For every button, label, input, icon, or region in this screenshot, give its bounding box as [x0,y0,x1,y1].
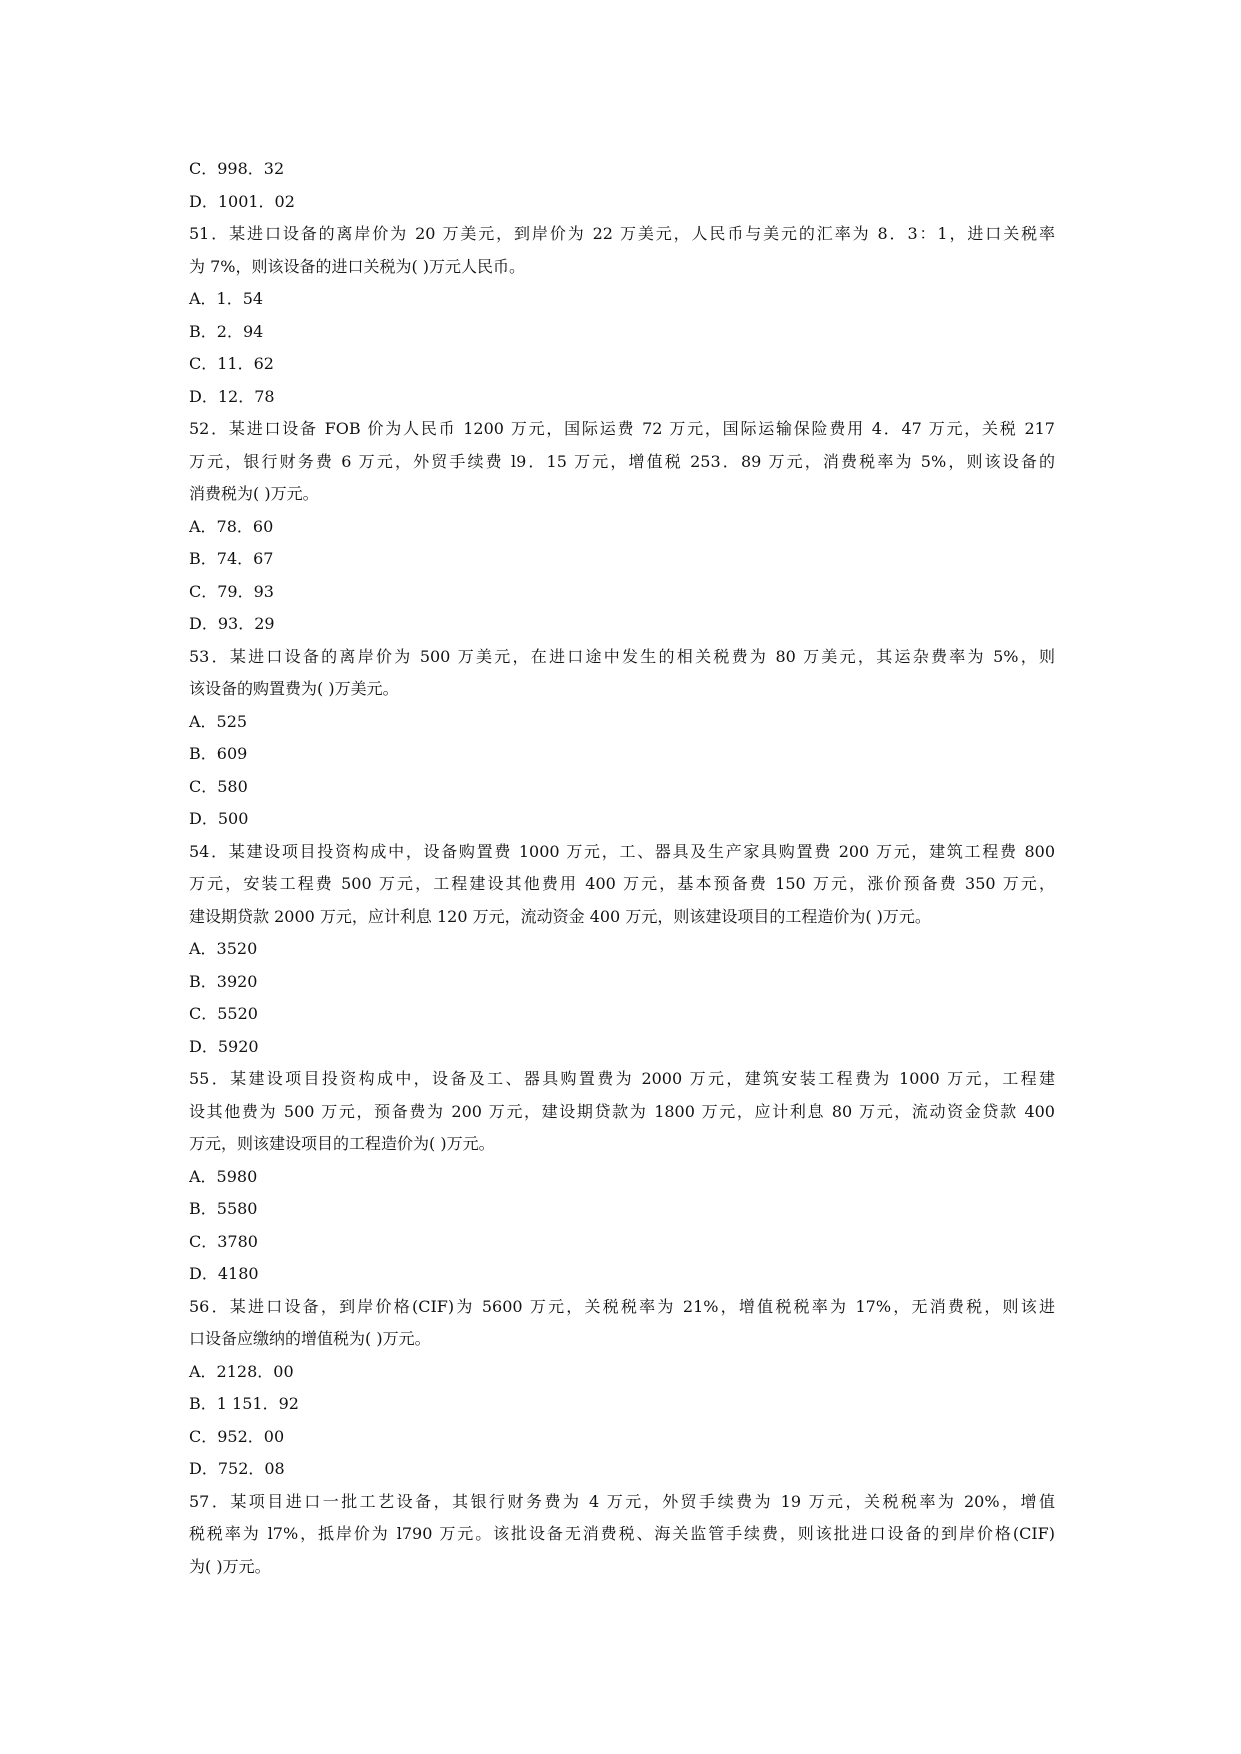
question-54 [189,836,1055,1064]
question-text: 53．某进口设备的离岸价为 500 万美元，在进口途中发生的相关税费为 80 万美元，其运杂费率为 5%，则 [189,646,1055,666]
option-b: B．1 151．92 [189,1394,299,1413]
option-c: C．998．32 [189,159,285,178]
option-c: C．79．93 [189,581,274,601]
option-a: A．3520 [189,939,258,958]
option-c: C．580 [189,776,248,796]
question-52 [189,413,1055,641]
question-57 [189,1486,1055,1584]
option-d: D．500 [189,809,249,828]
option-b: B．609 [189,744,248,763]
question-53 [189,641,1055,836]
question-51 [189,218,1055,413]
question-text: 口设备应缴纳的增值税为( )万元。 [189,1329,431,1348]
option-d: D．12．78 [189,386,275,406]
question-text: 56．某进口设备，到岸价格(CIF)为 5600 万元，关税税率为 21%，增值税税率为 17%，无消费税，则该进 [189,1296,1055,1316]
question-text: 万元，安装工程费 500 万元，工程建设其他费用 400 万元，基本预备费 150 万元，涨价预备费 350 万元， [189,874,1055,893]
option-c: C．952．00 [189,1426,285,1446]
option-d: D．1001．02 [189,191,295,211]
question-text: 该设备的购置费为( )万美元。 [189,679,399,698]
option-a: A．2128．00 [189,1361,294,1381]
option-b: B．3920 [189,971,258,991]
option-b: B．2．94 [189,321,264,341]
option-d: D．752．08 [189,1459,285,1478]
question-text: 税税率为 l7%，抵岸价为 l790 万元。该批设备无消费税、海关监管手续费，则该批进口设备的到岸价格(CIF) [189,1524,1055,1543]
leading-options [189,153,1055,218]
question-56 [189,1291,1055,1486]
option-c: C．11．62 [189,354,274,373]
option-d: D．93．29 [189,614,275,633]
option-a: A．78．60 [189,516,274,536]
question-text: 52．某进口设备 FOB 价为人民币 1200 万元，国际运费 72 万元，国际运输保险费用 4．47 万元，关税 217 [189,419,1055,438]
option-a: A．1．54 [189,289,264,308]
question-text: 消费税为( )万元。 [189,484,319,503]
question-text: 54．某建设项目投资构成中，设备购置费 1000 万元，工、器具及生产家具购置费 200 万元，建筑工程费 800 [189,841,1055,861]
question-text: 万元，银行财务费 6 万元，外贸手续费 l9．15 万元，增值税 253．89 万元，消费税率为 5%，则该设备的 [189,451,1055,471]
question-text: 57．某项目进口一批工艺设备，其银行财务费为 4 万元，外贸手续费为 19 万元，关税税率为 20%，增值 [189,1491,1055,1511]
option-b: B．5580 [189,1199,258,1218]
option-c: C．5520 [189,1004,258,1023]
question-text: 设其他费为 500 万元，预备费为 200 万元，建设期贷款为 1800 万元，应计利息 80 万元，流动资金贷款 400 [189,1101,1055,1121]
question-text: 万元，则该建设项目的工程造价为( )万元。 [189,1134,495,1153]
question-text: 为 7%，则该设备的进口关税为( )万元人民币。 [189,256,526,276]
option-c: C．3780 [189,1231,258,1251]
question-text: 为( )万元。 [189,1556,271,1576]
document-page [189,153,1055,1583]
option-d: D．5920 [189,1036,259,1056]
question-text: 建设期贷款 2000 万元，应计利息 120 万元，流动资金 400 万元，则该建设项目的工程造价为( )万元。 [189,906,931,926]
option-b: B．74．67 [189,549,274,568]
question-text: 55．某建设项目投资构成中，设备及工、器具购置费为 2000 万元，建筑安装工程费为 1000 万元，工程建 [189,1069,1055,1088]
option-a: A．525 [189,711,248,731]
question-text: 51．某进口设备的离岸价为 20 万美元，到岸价为 22 万美元，人民币与美元的汇率为 8．3：1，进口关税率 [189,224,1055,243]
option-d: D．4180 [189,1264,259,1283]
option-a: A．5980 [189,1166,258,1186]
question-55 [189,1063,1055,1291]
